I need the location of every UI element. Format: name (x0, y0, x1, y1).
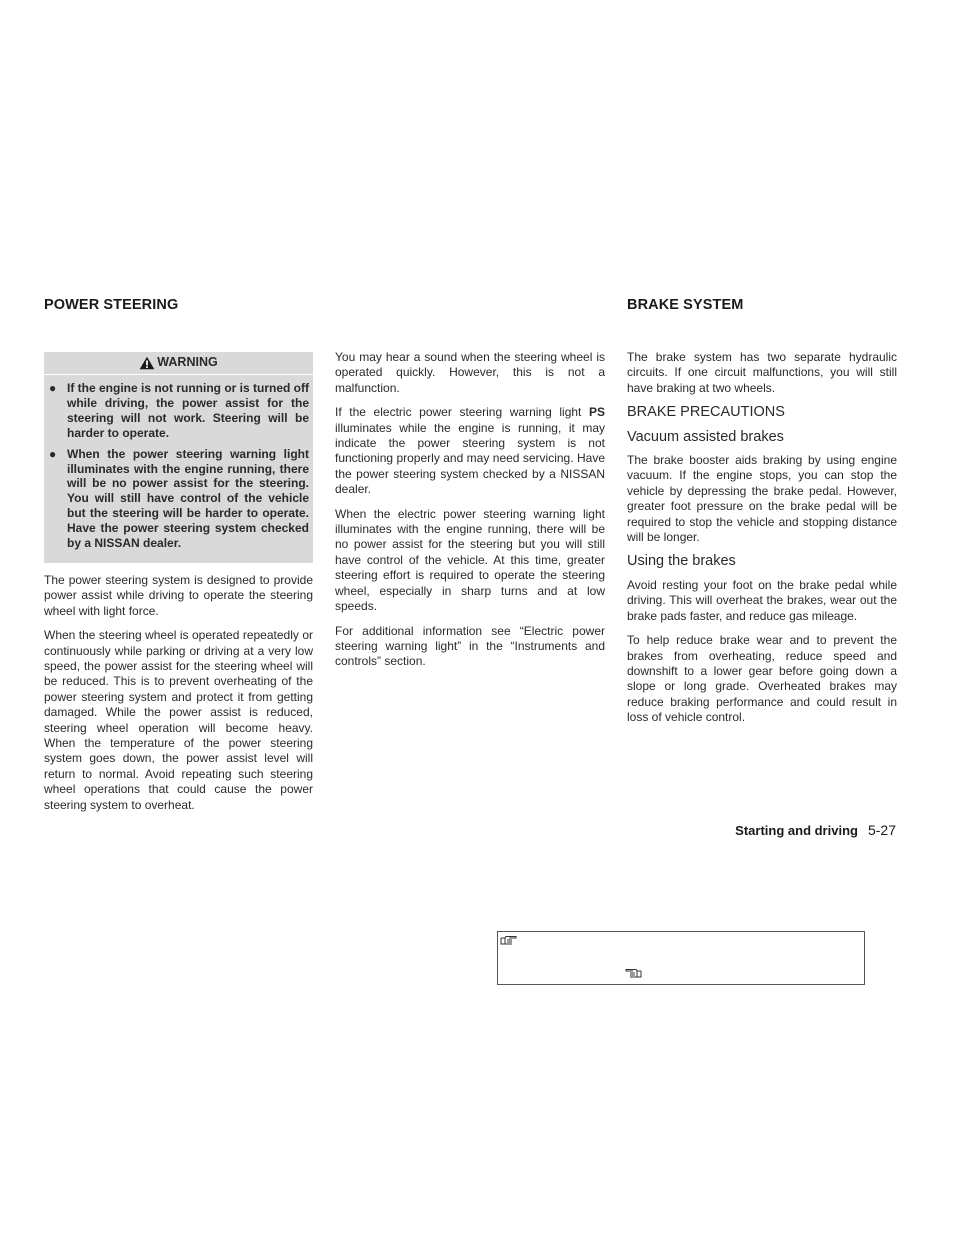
paragraph-text: illuminates while the engine is running, it may indicate the power steering system is not functioning properly and may need servicing. Have the power steering system checked by a NISSAN dealer. (335, 420, 605, 497)
paragraph: To help reduce brake wear and to prevent the brakes from overheating, reduce speed and downshift to a lower gear before going down a slope or long grade. Overheated brakes may reduce braking performance and could result in loss of vehicle control. (627, 633, 897, 725)
heading-brake-precautions: BRAKE PRECAUTIONS (627, 404, 785, 421)
bullet-icon: ● (49, 446, 57, 461)
warning-header (44, 352, 313, 375)
footer-section-name: Starting and driving (735, 823, 858, 838)
heading-vacuum-assisted-brakes: Vacuum assisted brakes (627, 428, 784, 445)
paragraph-text: If the electric power steering warning light (335, 405, 589, 420)
paragraph-warning-light (335, 405, 605, 497)
right-column (627, 350, 897, 735)
warning-item (48, 447, 309, 551)
warning-box (44, 352, 313, 563)
paragraph: When the electric power steering warning light illuminates with the engine running, there will be no power assist for the steering but you will still have control of the vehicle. At this time, greater steering effort is required to operate the steering wheel, especially in sharp turns and at low speeds. (335, 506, 605, 614)
page-number: 5-27 (867, 822, 896, 838)
warning-item-text: If the engine is not running or is turned off while driving, the power assist for the steering will not work. Steering will be harder to operate. (67, 381, 309, 440)
paragraph: The brake system has two separate hydraulic circuits. If one circuit malfunctions, you will still have braking at two wheels. (627, 350, 897, 395)
page-footer (735, 822, 896, 838)
pointing-hand-left-icon[interactable] (624, 967, 642, 979)
warning-item-text: When the power steering warning light illuminates with the engine running, there will be no power assist for the steering. You will still have control of the vehicle but the steering will be harder to operate. Have the power steering system checked by a NISSAN dealer. (67, 446, 309, 551)
warning-label: WARNING (157, 355, 218, 370)
bullet-icon: ● (49, 381, 57, 395)
heading-using-the-brakes: Using the brakes (627, 553, 736, 570)
middle-column (335, 350, 605, 679)
section-title-power-steering: POWER STEERING (44, 297, 179, 313)
pointing-hand-right-icon[interactable] (500, 934, 518, 946)
paragraph-cross-reference: For additional information see “Electric power steering warning light” in the “Instruments and controls” section. (335, 623, 605, 669)
navigation-box (497, 931, 865, 985)
paragraph: You may hear a sound when the steering wheel is operated quickly. However, this is not a malfunction. (335, 350, 605, 395)
ps-indicator-label: PS (588, 405, 605, 420)
section-title-brake-system: BRAKE SYSTEM (627, 297, 744, 313)
paragraph: Avoid resting your foot on the brake pedal while driving. This will overheat the brakes, wear out the brake pads faster, and reduce gas mileage. (627, 577, 897, 623)
paragraph: The brake booster aids braking by using engine vacuum. If the engine stops, you can stop the vehicle by depressing the brake pedal. However, greater foot pressure on the brake pedal will be required to stop the vehicle and stopping distance will be longer. (627, 453, 897, 545)
warning-item (48, 381, 309, 441)
paragraph: When the steering wheel is operated repeatedly or continuously while parking or driving at a very low speed, the power assist for the steering wheel will be reduced. This is to prevent overheating of the power steering system and protect it from getting damaged. While the power assist is reduced, steering wheel operation will become heavy. When the temperature of the power steering system goes down, the power assist level will return to normal. Avoid repeating such steering wheel operations that could cause the power steering system to overheat. (44, 628, 313, 812)
warning-triangle-icon (139, 356, 155, 370)
left-column (44, 352, 313, 822)
paragraph: The power steering system is designed to provide power assist while driving to operate the steering wheel with light force. (44, 572, 313, 618)
